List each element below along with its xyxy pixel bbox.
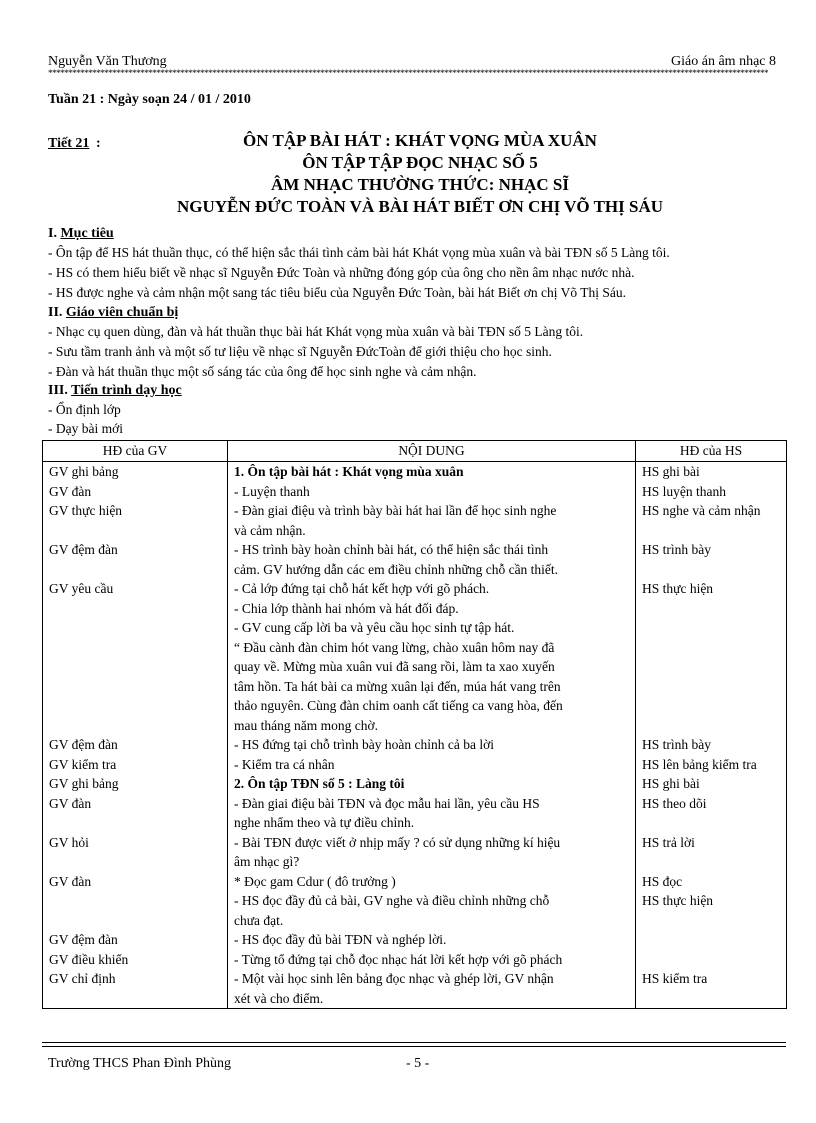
content-line: - HS trình bày hoàn chỉnh bài hát, có thể hiện sắc thái tình: [234, 542, 549, 557]
column-header-teacher: HĐ của GV: [43, 441, 228, 462]
teacher-activity-line: GV chỉ định: [49, 971, 116, 986]
student-activity-cell: [636, 755, 787, 775]
student-activity-line: HS ghi bài: [642, 464, 700, 479]
student-activity-line: HS kiểm tra: [642, 971, 708, 986]
table-row: [43, 950, 787, 970]
teacher-activity-line: GV đàn: [49, 873, 92, 889]
student-activity-line: HS luyện thanh: [642, 483, 726, 499]
content-line: - Cả lớp đứng tại chỗ hát kết hợp với gõ phách.: [234, 581, 490, 596]
student-activity-cell: [636, 969, 787, 1009]
teacher-activity-line: GV yêu cầu: [49, 581, 114, 596]
content-line: - Chia lớp thành hai nhóm và hát đối đáp.: [234, 600, 459, 616]
teacher-activity-cell: [43, 774, 228, 794]
content-cell: [228, 735, 636, 755]
preparation-line: - Nhạc cụ quen dùng, đàn và hát thuần thục bài hát Khát vọng mùa xuân và bài TĐN số 5 Làng tôi.: [48, 324, 584, 339]
content-line: 1. Ôn tập bài hát : Khát vọng mùa xuân: [234, 464, 464, 479]
student-activity-line: HS đọc: [642, 873, 683, 889]
teacher-activity-cell: [43, 794, 228, 833]
content-line: “ Đầu cành đàn chim hót vang lừng, chào xuân hôm nay đã: [234, 639, 555, 655]
content-line: quay về. Mừng mùa xuân vui đã sang rồi, làm ta xao xuyến: [234, 659, 555, 674]
header-star-divider: ************************************************************************************************************************************************************************************: [48, 68, 768, 78]
content-line: cảm. GV hướng dẫn các em điều chỉnh những chỗ cần thiết.: [234, 561, 559, 577]
content-cell: [228, 540, 636, 579]
student-activity-cell: [636, 930, 787, 950]
teacher-activity-line: GV đệm đàn: [49, 737, 118, 752]
table-row: [43, 482, 787, 502]
teacher-activity-cell: [43, 735, 228, 755]
section-heading-preparation: [48, 305, 178, 321]
process-line: - Dạy bài mới: [48, 421, 123, 436]
footer-school: Trường THCS Phan Đình Phùng: [48, 1056, 232, 1071]
student-activity-line: HS lên bảng kiểm tra: [642, 756, 757, 772]
table-row: [43, 755, 787, 775]
student-activity-cell: [636, 950, 787, 970]
content-line: - GV cung cấp lời ba và yêu cầu học sinh tự tập hát.: [234, 620, 515, 635]
footer-page-number: - 5 -: [406, 1056, 430, 1071]
teacher-activity-cell: [43, 950, 228, 970]
student-activity-cell: [636, 482, 787, 502]
content-line: chưa đạt.: [234, 912, 284, 928]
student-activity-line: HS trình bày: [642, 737, 711, 752]
table-row: [43, 579, 787, 735]
content-line: - HS đọc đầy đủ cả bài, GV nghe và điều chỉnh những chỗ: [234, 893, 550, 908]
teacher-activity-cell: [43, 579, 228, 735]
student-activity-cell: [636, 579, 787, 735]
section-title: Mục tiêu: [60, 226, 114, 241]
student-activity-line: [642, 950, 780, 970]
teacher-activity-line: GV đàn: [49, 483, 92, 499]
table-row: [43, 969, 787, 1009]
column-header-content: NỘI DUNG: [228, 441, 636, 462]
content-line: tâm hồn. Ta hát bài ca mừng xuân lại đến, múa hát vang trên: [234, 678, 561, 694]
content-line: và cảm nhận.: [234, 522, 306, 538]
teacher-activity-line: GV ghi bảng: [49, 776, 119, 791]
teacher-activity-cell: [43, 501, 228, 540]
content-cell: [228, 482, 636, 502]
teacher-activity-line: GV ghi bảng: [49, 464, 119, 479]
table-row: [43, 501, 787, 540]
content-line: 2. Ôn tập TĐN số 5 : Làng tôi: [234, 776, 405, 791]
section-number: II.: [48, 305, 63, 320]
table-row: [43, 872, 787, 931]
student-activity-cell: [636, 794, 787, 833]
lesson-number-colon: :: [96, 136, 101, 151]
table-row: [43, 540, 787, 579]
section-title: Giáo viên chuẩn bị: [65, 305, 179, 320]
student-activity-line: HS theo dõi: [642, 795, 707, 811]
student-activity-cell: [636, 735, 787, 755]
lesson-title-line: NGUYỄN ĐỨC TOÀN VÀ BÀI HÁT BIẾT ƠN CHỊ VÕ THỊ SÁU: [176, 197, 664, 216]
preparation-line: - Sưu tầm tranh ảnh và một số tư liệu về nhạc sĩ Nguyễn ĐứcToàn để giới thiệu cho học sinh.: [48, 344, 552, 359]
table-row: [43, 735, 787, 755]
week-date-line: Tuần 21 : Ngày soạn 24 / 01 / 2010: [48, 92, 251, 107]
content-cell: [228, 794, 636, 833]
content-line: âm nhạc gì?: [234, 854, 300, 869]
teacher-activity-line: GV đàn: [49, 795, 92, 811]
content-line: - HS đứng tại chỗ trình bày hoàn chỉnh cả ba lời: [234, 737, 495, 752]
teacher-activity-line: GV hỏi: [49, 834, 89, 850]
student-activity-line: HS thực hiện: [642, 893, 714, 908]
teacher-activity-line: GV đệm đàn: [49, 932, 118, 947]
header-author: Nguyễn Văn Thương: [48, 54, 167, 69]
teacher-activity-cell: [43, 872, 228, 931]
content-line: * Đọc gam Cdur ( đô trưởng ): [234, 873, 396, 889]
table-row: [43, 774, 787, 794]
content-cell: [228, 930, 636, 950]
teacher-activity-line: GV đệm đàn: [49, 542, 118, 557]
student-activity-line: HS thực hiện: [642, 581, 714, 596]
content-line: - Bài TĐN được viết ở nhịp mấy ? có sử dụng những kí hiệu: [234, 834, 561, 850]
teacher-activity-cell: [43, 969, 228, 1009]
lesson-number: Tiết 21: [48, 136, 90, 151]
student-activity-cell: [636, 872, 787, 931]
student-activity-cell: [636, 540, 787, 579]
content-line: - Đàn giai điệu và trình bày bài hát hai lần để học sinh nghe: [234, 503, 557, 518]
objective-line: - Ôn tập để HS hát thuần thục, có thể hiện sắc thái tình cảm bài hát Khát vọng mùa xuân và bài TĐN số 5 Làng tôi.: [48, 245, 670, 260]
header-subject: Giáo án âm nhạc 8: [671, 54, 776, 69]
content-line: - Luyện thanh: [234, 483, 310, 499]
content-cell: [228, 872, 636, 931]
preparation-line: - Đàn và hát thuần thục một số sáng tác của ông để học sinh nghe và cảm nhận.: [48, 364, 477, 379]
column-header-student: HĐ của HS: [636, 441, 787, 462]
teacher-activity-cell: [43, 755, 228, 775]
teacher-activity-cell: [43, 930, 228, 950]
content-cell: [228, 950, 636, 970]
objective-line: - HS được nghe và cảm nhận một sang tác tiêu biểu của Nguyễn Đức Toàn, bài hát Biết ơn chị Võ Thị Sáu.: [48, 285, 626, 300]
section-title: Tiến trình dạy học: [71, 383, 182, 398]
content-cell: [228, 755, 636, 775]
content-cell: [228, 833, 636, 872]
section-number: I.: [48, 226, 57, 241]
footer-divider: [42, 1042, 786, 1043]
table-row: [43, 794, 787, 833]
student-activity-line: [642, 930, 780, 950]
section-number: III.: [48, 383, 68, 398]
content-line: thảo nguyên. Cùng đàn chim oanh cất tiếng ca vang hòa, đến: [234, 698, 563, 713]
lesson-title-line: ÔN TẬP BÀI HÁT : KHÁT VỌNG MÙA XUÂN: [243, 131, 597, 150]
lesson-title-line: ÂM NHẠC THƯỜNG THỨC: NHẠC SĨ: [271, 175, 569, 194]
table-header-row: [43, 441, 787, 462]
teacher-activity-cell: [43, 462, 228, 482]
student-activity-line: HS trả lời: [642, 834, 695, 850]
objective-line: - HS có them hiểu biết về nhạc sĩ Nguyễn Đức Toàn và những đóng góp của ông cho nền âm nhạc nước nhà.: [48, 265, 635, 280]
teacher-activity-cell: [43, 482, 228, 502]
section-heading-objectives: [48, 226, 114, 242]
content-cell: [228, 579, 636, 735]
student-activity-line: HS nghe và cảm nhận: [642, 503, 761, 518]
teacher-activity-cell: [43, 833, 228, 872]
student-activity-line: HS trình bày: [642, 542, 711, 557]
lesson-title-line: ÔN TẬP TẬP ĐỌC NHẠC SỐ 5: [302, 153, 538, 172]
student-activity-cell: [636, 462, 787, 482]
teacher-activity-line: GV điều khiển: [49, 951, 129, 967]
content-line: - Từng tổ đứng tại chỗ đọc nhạc hát lời kết hợp với gõ phách: [234, 951, 563, 967]
content-line: - Kiểm tra cá nhân: [234, 756, 335, 772]
table-row: [43, 833, 787, 872]
content-line: nghe nhẩm theo và tự điều chỉnh.: [234, 815, 415, 830]
teacher-activity-cell: [43, 540, 228, 579]
content-cell: [228, 501, 636, 540]
student-activity-cell: [636, 774, 787, 794]
student-activity-cell: [636, 833, 787, 872]
content-line: - Đàn giai điệu bài TĐN và đọc mẫu hai lần, yêu cầu HS: [234, 795, 540, 811]
content-line: - Một vài học sinh lên bảng đọc nhạc và ghép lời, GV nhận: [234, 971, 554, 986]
content-cell: [228, 462, 636, 482]
content-line: mau tháng năm mong chờ.: [234, 717, 378, 733]
process-line: - Ổn định lớp: [48, 402, 121, 417]
table-row: [43, 930, 787, 950]
content-line: - HS đọc đầy đủ bài TĐN và nghép lời.: [234, 932, 447, 947]
footer-divider: [42, 1046, 786, 1047]
table-row: [43, 462, 787, 482]
content-cell: [228, 774, 636, 794]
student-activity-cell: [636, 501, 787, 540]
lesson-plan-table: [42, 440, 787, 1009]
content-line: xét và cho điểm.: [234, 990, 324, 1006]
student-activity-line: HS ghi bài: [642, 776, 700, 791]
teacher-activity-line: GV kiểm tra: [49, 756, 117, 772]
section-heading-process: [48, 383, 182, 399]
content-cell: [228, 969, 636, 1009]
teacher-activity-line: GV thực hiện: [49, 503, 123, 518]
lesson-title-block: [120, 130, 720, 218]
